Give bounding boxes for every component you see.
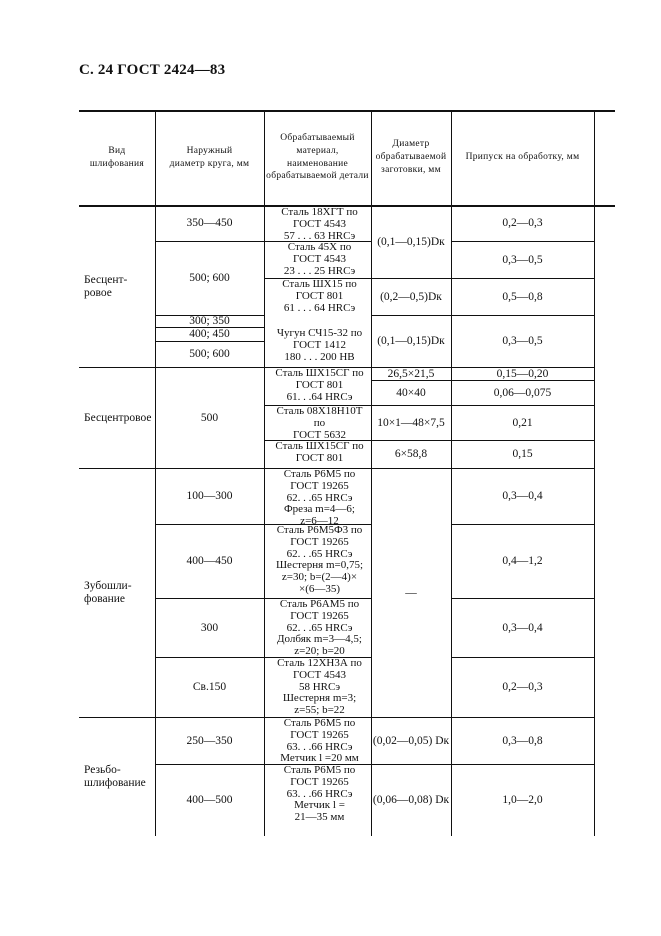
grinding-type: Бесцент- ровое [84,273,128,299]
material: Сталь 18ХГТ по ГОСТ 4543 57 . . . 63 HRCэ [281,206,358,242]
allowance-value: 0,3—0,8 [502,734,543,747]
material: Сталь ШХ15СГ по ГОСТ 801 [275,440,364,464]
workpiece-diameter: 10×1—48×7,5 [377,416,445,429]
material: Сталь Р6АМ5 по ГОСТ 19265 62. . .65 HRCэ Долбяк m=3—4,5; z=20; b=20 [277,598,362,658]
allowance-value: 0,2—0,3 [502,217,543,230]
workpiece-diameter: (0,1—0,15)Dк [377,335,445,348]
column-header-wheel-diameter: Наружный диаметр круга, мм [169,145,250,169]
material: Сталь 45Х по ГОСТ 4543 23 . . . 25 HRCэ [283,241,356,277]
allowance-value: 0,3—0,5 [502,335,543,348]
allowance-value: 0,15—0,20 [496,367,549,380]
column-header-workpiece-diameter: Диаметр обрабатываемой заготовки, мм [375,139,447,175]
wheel-diameter: 400—450 [186,555,233,568]
wheel-diameter: 100—300 [186,490,233,503]
material: Сталь Р6М5 по ГОСТ 19265 63. . .66 HRCэ Метчик l =20 мм [280,717,359,765]
wheel-diameter: 500 [200,411,219,424]
wheel-diameter: 300; 350 [189,315,230,328]
workpiece-diameter: (0,06—0,08) Dк [372,794,450,807]
allowance-value: 0,3—0,4 [502,621,543,634]
allowance-value: 0,21 [512,416,533,429]
column-header-allowance: Припуск на обработку, мм [465,152,580,163]
allowance-value: 0,5—0,8 [502,290,543,303]
workpiece-diameter: (0,1—0,15)Dк [377,235,445,248]
grinding-type: Зубошли- фование [84,580,132,605]
workpiece-diameter: 26,5×21,5 [387,367,435,380]
column-header-type: Вид шлифования [89,145,145,169]
col-rule [594,110,595,836]
workpiece-diameter: — [405,586,417,599]
material: Сталь Р6М5 по ГОСТ 19265 63. . .66 HRCэ Метчик l = 21—35 мм [283,764,356,824]
allowance-value: 0,3—0,4 [502,490,543,503]
material: Сталь 12ХН3А по ГОСТ 4543 58 HRCэ Шестерня m=3; z=55; b=22 [277,657,362,717]
allowance-value: 1,0—2,0 [502,794,543,807]
wheel-diameter: 350—450 [186,217,233,230]
material: Сталь Р6М5Ф3 по ГОСТ 19265 62. . .65 HRCэ Шестерня m=0,75; z=30; b=(2—4)× ×(6—35) [275,524,364,595]
wheel-diameter: 500; 600 [189,348,230,361]
workpiece-diameter: (0,2—0,5)Dк [380,290,442,303]
allowance-table [79,110,615,836]
allowance-value: 0,3—0,5 [502,253,543,266]
allowance-value: 0,2—0,3 [502,681,543,694]
grinding-type: Бесцентровое [84,411,152,424]
wheel-diameter: 300 [200,621,219,634]
workpiece-diameter: 40×40 [396,386,426,399]
material: Сталь 08Х18Н10Т по ГОСТ 5632 [276,405,363,441]
column-header-material: Обрабатываемый материал, наименование обрабатываемой детали [266,132,369,182]
allowance-value: 0,06—0,075 [493,386,552,399]
allowance-value: 0,4—1,2 [502,555,543,568]
page-title: С. 24 ГОСТ 2424—83 [79,62,226,78]
material: Чугун СЧ15-32 по ГОСТ 1412 180 . . . 200 НВ [276,327,363,363]
wheel-diameter: 500; 600 [189,272,230,285]
material: Сталь ШХ15СГ по ГОСТ 801 61. . .64 HRCэ [275,367,364,403]
wheel-diameter: 250—350 [186,734,233,747]
wheel-diameter: 400; 450 [189,328,230,341]
grinding-type: Резьбо- шлифование [84,764,146,789]
wheel-diameter: Св.150 [192,681,227,694]
material: Сталь Р6М5 по ГОСТ 19265 62. . .65 HRCэ Фреза m=4—6; z=6—12 [283,468,356,528]
allowance-value: 0,15 [512,448,533,461]
workpiece-diameter: 6×58,8 [394,448,428,461]
workpiece-diameter: (0,02—0,05) Dк [372,734,450,747]
wheel-diameter: 400—500 [186,794,233,807]
material: Сталь ШХ15 по ГОСТ 801 61 . . . 64 HRCэ [282,278,357,314]
